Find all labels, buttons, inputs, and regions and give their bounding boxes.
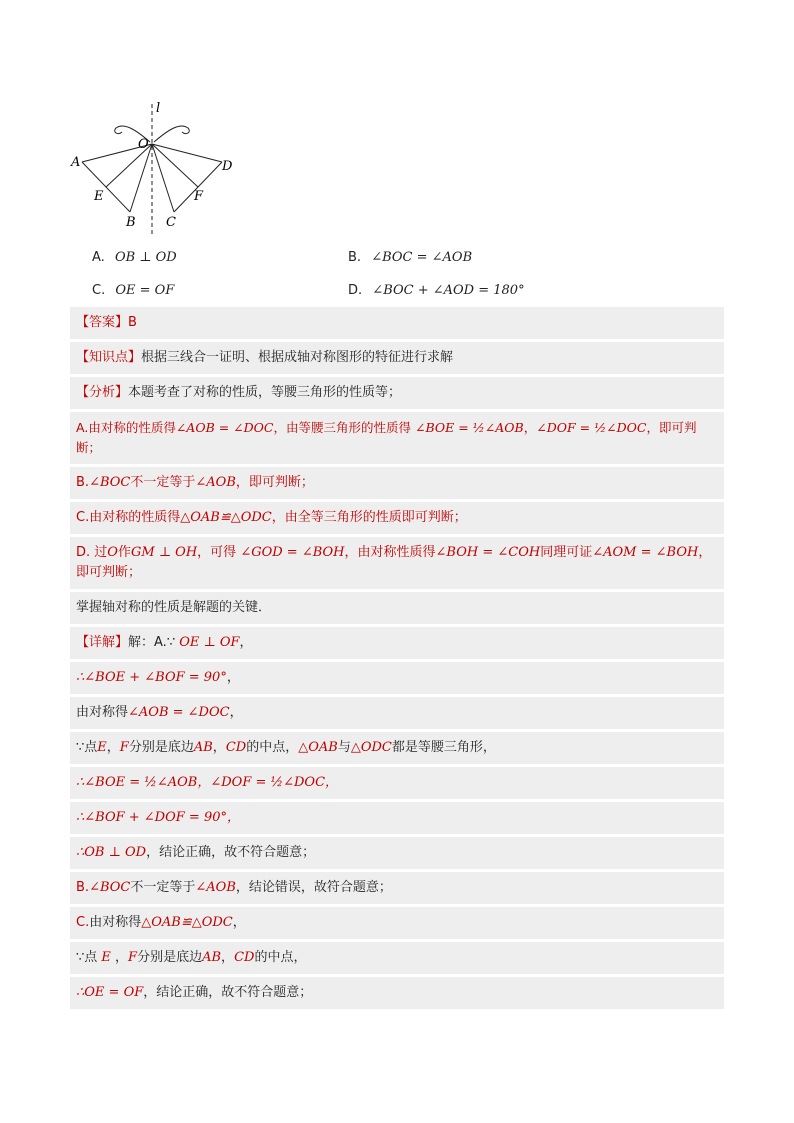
analysis-b-math: ∠BOC: [89, 475, 131, 490]
analysis-a-math: ∠BOE = ½∠AOB: [414, 420, 524, 435]
analysis-d-row: [70, 537, 724, 589]
option-c-text: OE = OF: [115, 283, 175, 298]
step-1-row: [70, 662, 724, 694]
step-7-row: [70, 872, 724, 904]
step-3-math: AB: [193, 740, 213, 755]
analysis-a-text: ，: [523, 420, 537, 435]
step-3-math: △ODC: [350, 740, 392, 755]
answer-row: [70, 307, 724, 339]
step-9-text: ，: [221, 950, 235, 965]
label-F: F: [194, 189, 204, 204]
detail-row: [70, 627, 724, 659]
analysis-a-text: ，即可判断；: [76, 420, 697, 455]
step-9-math: F: [128, 950, 138, 965]
label-C: C: [166, 215, 176, 230]
detail-text: 解：A.∵: [128, 635, 180, 650]
step-3-text: ，: [212, 740, 226, 755]
step-7-prefix: B.: [76, 880, 90, 895]
analysis-d-text: 同理可证: [540, 545, 593, 560]
step-2-text: ，: [229, 705, 243, 720]
detail-tag: 【详解】: [76, 635, 129, 650]
analysis-c-text: ，由全等三角形的性质即可判断；: [271, 510, 467, 525]
step-3-text: 都是等腰三角形，: [391, 740, 496, 755]
analysis-row: [70, 377, 724, 409]
option-b-letter: B.: [348, 250, 362, 265]
step-9-text: ∵点: [76, 950, 102, 965]
step-9-math: CD: [234, 950, 255, 965]
analysis-d-math: ∠AOM = ∠BOH: [592, 545, 699, 560]
analysis-a-text: ，由等腰三角形的性质得: [273, 420, 415, 435]
step-9-text: ，: [110, 950, 129, 965]
analysis-a-text: 由对称的性质得: [88, 420, 176, 435]
analysis-d-prefix: D.: [76, 545, 91, 560]
option-b: [348, 250, 472, 265]
geometry-figure: [66, 100, 246, 240]
step-2-text: 由对称得: [76, 705, 129, 720]
analysis-d-text: ，即可判断；: [76, 545, 712, 580]
step-4-row: [70, 767, 724, 799]
right-curl: [154, 126, 189, 142]
key-row: [70, 592, 724, 624]
detail-text: ，: [239, 635, 253, 650]
step-8-prefix: C.: [76, 915, 90, 930]
step-9-text: 分别是底边: [137, 950, 203, 965]
label-l: l: [156, 101, 161, 116]
step-9-row: [70, 942, 724, 974]
analysis-c-math: △OAB≌△ODC: [180, 510, 272, 525]
knowledge-row: [70, 342, 724, 374]
detail-math: OE ⊥ OF: [179, 635, 240, 650]
step-3-math: △OAB: [298, 740, 338, 755]
step-7-math: ∠BOC: [89, 880, 131, 895]
step-8-text: 由对称得: [89, 915, 142, 930]
step-8-row: [70, 907, 724, 939]
step-6-row: [70, 837, 724, 869]
step-6-text: ，结论正确，故不符合题意；: [146, 845, 316, 860]
label-E: E: [94, 189, 104, 204]
step-5-math: ∴∠BOF + ∠DOF = 90°，: [76, 810, 240, 825]
analysis-a-math: ∠DOF = ½∠DOC: [536, 420, 647, 435]
analysis-d-text: ，可得: [197, 545, 241, 560]
step-3-text: 分别是底边: [128, 740, 194, 755]
step-3-text: 与: [337, 740, 351, 755]
step-5-row: [70, 802, 724, 834]
step-3-text: 的中点，: [246, 740, 299, 755]
label-O: O: [138, 137, 149, 152]
analysis-a-prefix: A.: [76, 420, 89, 435]
option-a-letter: A.: [92, 250, 105, 265]
analysis-a-row: [70, 412, 724, 464]
analysis-d-text: ，由对称性质得: [344, 545, 436, 560]
analysis-b-text: ，即可判断；: [235, 475, 314, 490]
analysis-tag: 【分析】: [76, 385, 129, 400]
analysis-d-math: O: [107, 545, 118, 560]
knowledge-tag: 【知识点】: [76, 350, 142, 365]
step-8-math: △OAB≌△ODC: [141, 915, 233, 930]
analysis-d-math: ∠GOD = ∠BOH: [240, 545, 345, 560]
step-10-row: [70, 977, 724, 1009]
knowledge-text: 根据三线合一证明、根据成轴对称图形的特征进行求解: [141, 350, 454, 365]
option-c: [92, 283, 174, 298]
step-7-text: 不一定等于: [130, 880, 196, 895]
step-6-math: ∴OB ⊥ OD: [76, 845, 147, 860]
solution-block: [70, 307, 724, 1012]
step-3-text: ，: [106, 740, 120, 755]
answer-value: B: [128, 315, 137, 330]
option-c-letter: C.: [92, 283, 106, 298]
step-1-math: ∴∠BOE + ∠BOF = 90°: [76, 670, 227, 685]
step-2-row: [70, 697, 724, 729]
analysis-b-text: 不一定等于: [130, 475, 196, 490]
option-b-text: ∠BOC = ∠AOB: [371, 250, 473, 265]
option-d-letter: D.: [348, 283, 363, 298]
option-a: [92, 250, 177, 265]
step-2-math: ∠AOB = ∠DOC: [128, 705, 230, 720]
step-4-math: ∴∠BOE = ½∠AOB，∠DOF = ½∠DOC，: [76, 775, 339, 790]
step-7-text: ，结论错误，故符合题意；: [235, 880, 392, 895]
step-1-end: ，: [226, 670, 240, 685]
label-D: D: [222, 159, 233, 174]
step-9-text: 的中点，: [254, 950, 307, 965]
step-9-math: E: [101, 950, 111, 965]
option-d: [348, 283, 525, 298]
step-3-text: ∵点: [76, 740, 98, 755]
analysis-d-math: GM ⊥ OH: [130, 545, 198, 560]
step-10-text: ，结论正确，故不符合题意；: [143, 985, 313, 1000]
analysis-d-math: ∠BOH = ∠COH: [435, 545, 541, 560]
option-a-text: OB ⊥ OD: [114, 250, 177, 265]
label-A: A: [71, 155, 81, 170]
key-text: 掌握轴对称的性质是解题的关键．: [76, 600, 272, 615]
analysis-a-math: ∠AOB = ∠DOC: [175, 420, 274, 435]
step-7-math: ∠AOB: [195, 880, 236, 895]
step-3-math: CD: [225, 740, 247, 755]
analysis-b-math: ∠AOB: [195, 475, 236, 490]
analysis-d-text: 作: [117, 545, 131, 560]
analysis-text: 本题考查了对称的性质，等腰三角形的性质等；: [128, 385, 402, 400]
analysis-d-text: 过: [90, 545, 108, 560]
step-3-math: F: [119, 740, 129, 755]
analysis-c-prefix: C.: [76, 510, 90, 525]
analysis-c-row: [70, 502, 724, 534]
step-3-math: E: [97, 740, 107, 755]
analysis-b-row: [70, 467, 724, 499]
label-B: B: [126, 215, 136, 230]
step-3-row: [70, 732, 724, 764]
analysis-c-text: 由对称的性质得: [89, 510, 181, 525]
answer-tag: 【答案】: [76, 315, 129, 330]
option-d-text: ∠BOC + ∠AOD = 180°: [372, 283, 525, 298]
step-10-math: ∴OE = OF: [76, 985, 144, 1000]
step-8-text: ，: [232, 915, 246, 930]
analysis-b-prefix: B.: [76, 475, 90, 490]
step-9-math: AB: [202, 950, 222, 965]
